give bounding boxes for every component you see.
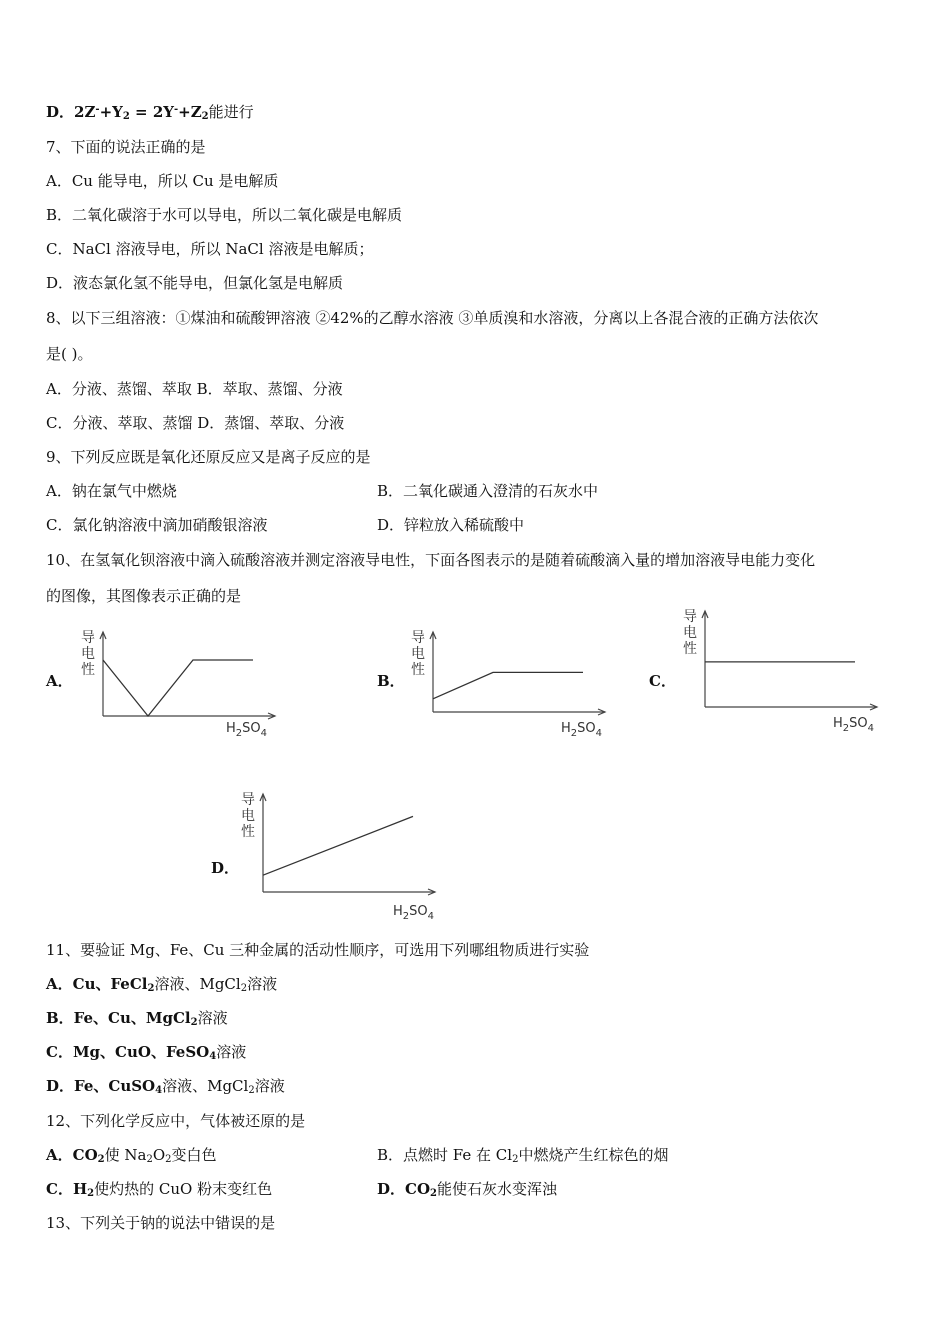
y-axis-label-char: 电 <box>81 646 95 662</box>
q7-option-d: D．液态氯化氢不能导电，但氯化氢是电解质 <box>46 274 344 292</box>
x-axis-label: $H_2SO_4$ <box>561 721 603 739</box>
q11-stem: 11、要验证 Mg、Fe、Cu 三种金属的活动性顺序，可选用下列哪组物质进行实验 <box>46 941 590 959</box>
q10-stem: 10、在氢氧化钡溶液中滴入硫酸溶液并测定溶液导电性，下面各图表示的是随着硫酸滴入量的增加溶液导电能力变化 <box>46 551 816 569</box>
graph-b <box>408 632 613 742</box>
q12-stem: 12、下列化学反应中，气体被还原的是 <box>46 1112 306 1130</box>
y-axis-label-char: 导 <box>683 609 697 625</box>
q11-option-b: B．Fe、Cu、MgCl$_2$溶液 <box>46 1009 228 1028</box>
q12-option-d: D．$CO_2$能使石灰水变浑浊 <box>377 1180 557 1199</box>
q11-option-c: C．Mg、CuO、FeSO$_4$溶液 <box>46 1043 247 1062</box>
q9-option-a: A．钠在氯气中燃烧 <box>46 482 177 500</box>
y-axis-label-char: 导 <box>81 630 95 646</box>
y-axis-label-char: 导 <box>241 792 255 808</box>
conductivity-line <box>263 816 413 875</box>
q12-option-b: B．点燃时 Fe 在 $Cl_2$中燃烧产生红棕色的烟 <box>377 1146 669 1165</box>
y-axis-label-char: 导 <box>411 630 425 646</box>
q12-option-c: C．$H_2$使灼热的 CuO 粉末变红色 <box>46 1180 273 1199</box>
y-axis-label-char: 性 <box>683 641 697 657</box>
q7-option-c: C．NaCl 溶液导电，所以 NaCl 溶液是电解质； <box>46 240 374 258</box>
y-axis-label-char: 性 <box>81 662 95 678</box>
graph-c-label: C． <box>649 672 676 690</box>
conductivity-line <box>433 672 583 698</box>
q11-option-d: D．Fe、CuSO$_4$溶液、MgCl$_2$溶液 <box>46 1077 285 1096</box>
q9-option-d: D．锌粒放入稀硫酸中 <box>377 516 525 534</box>
y-axis-label-char: 电 <box>683 625 697 641</box>
q7-option-b: B．二氧化碳溶于水可以导电，所以二氧化碳是电解质 <box>46 206 403 224</box>
q9-option-c: C．氯化钠溶液中滴加硝酸银溶液 <box>46 516 268 534</box>
graph-c <box>680 609 885 738</box>
q8-options-cd: C．分液、萃取、蒸馏 D．蒸馏、萃取、分液 <box>46 414 345 432</box>
q9-stem: 9、下列反应既是氧化还原反应又是离子反应的是 <box>46 448 371 466</box>
q8-stem: 8、以下三组溶液：①煤油和硫酸钾溶液 ②42%的乙醇水溶液 ③单质溴和水溶液，分离以上各混合液的正确方法依次 <box>46 309 819 327</box>
x-axis-label: $H_2SO_4$ <box>833 716 875 734</box>
q10-stem-cont: 的图像，其图像表示正确的是 <box>46 587 242 605</box>
y-axis-label-char: 性 <box>241 824 255 840</box>
y-axis-label-char: 电 <box>411 646 425 662</box>
q8-options-ab: A．分液、蒸馏、萃取 B．萃取、蒸馏、分液 <box>46 380 343 398</box>
q7-option-a: A．Cu 能导电，所以 Cu 是电解质 <box>46 172 279 190</box>
graph-b-label: B． <box>377 672 405 690</box>
q12-option-a: A．$CO_2$使 $Na_2O_2$变白色 <box>46 1146 217 1165</box>
y-axis-label-char: 电 <box>241 808 255 824</box>
q6-option-d: D．$2Z^-+Y_2 = 2Y^-+Z_2$能进行 <box>46 103 254 122</box>
graph-d <box>240 792 445 922</box>
q13-stem: 13、下列关于钠的说法中错误的是 <box>46 1214 276 1232</box>
conductivity-line <box>103 660 253 716</box>
graph-a-label: A． <box>46 672 73 690</box>
q8-stem-cont: 是( )。 <box>46 345 93 363</box>
graph-d-label: D． <box>211 859 240 877</box>
q9-option-b: B．二氧化碳通入澄清的石灰水中 <box>377 482 599 500</box>
q7-stem: 7、下面的说法正确的是 <box>46 138 206 156</box>
x-axis-label: $H_2SO_4$ <box>393 904 435 922</box>
graph-a <box>78 632 278 742</box>
y-axis-label-char: 性 <box>411 662 425 678</box>
x-axis-label: $H_2SO_4$ <box>226 721 268 739</box>
q11-option-a: A．Cu、FeCl$_2$溶液、MgCl$_2$溶液 <box>46 975 278 994</box>
